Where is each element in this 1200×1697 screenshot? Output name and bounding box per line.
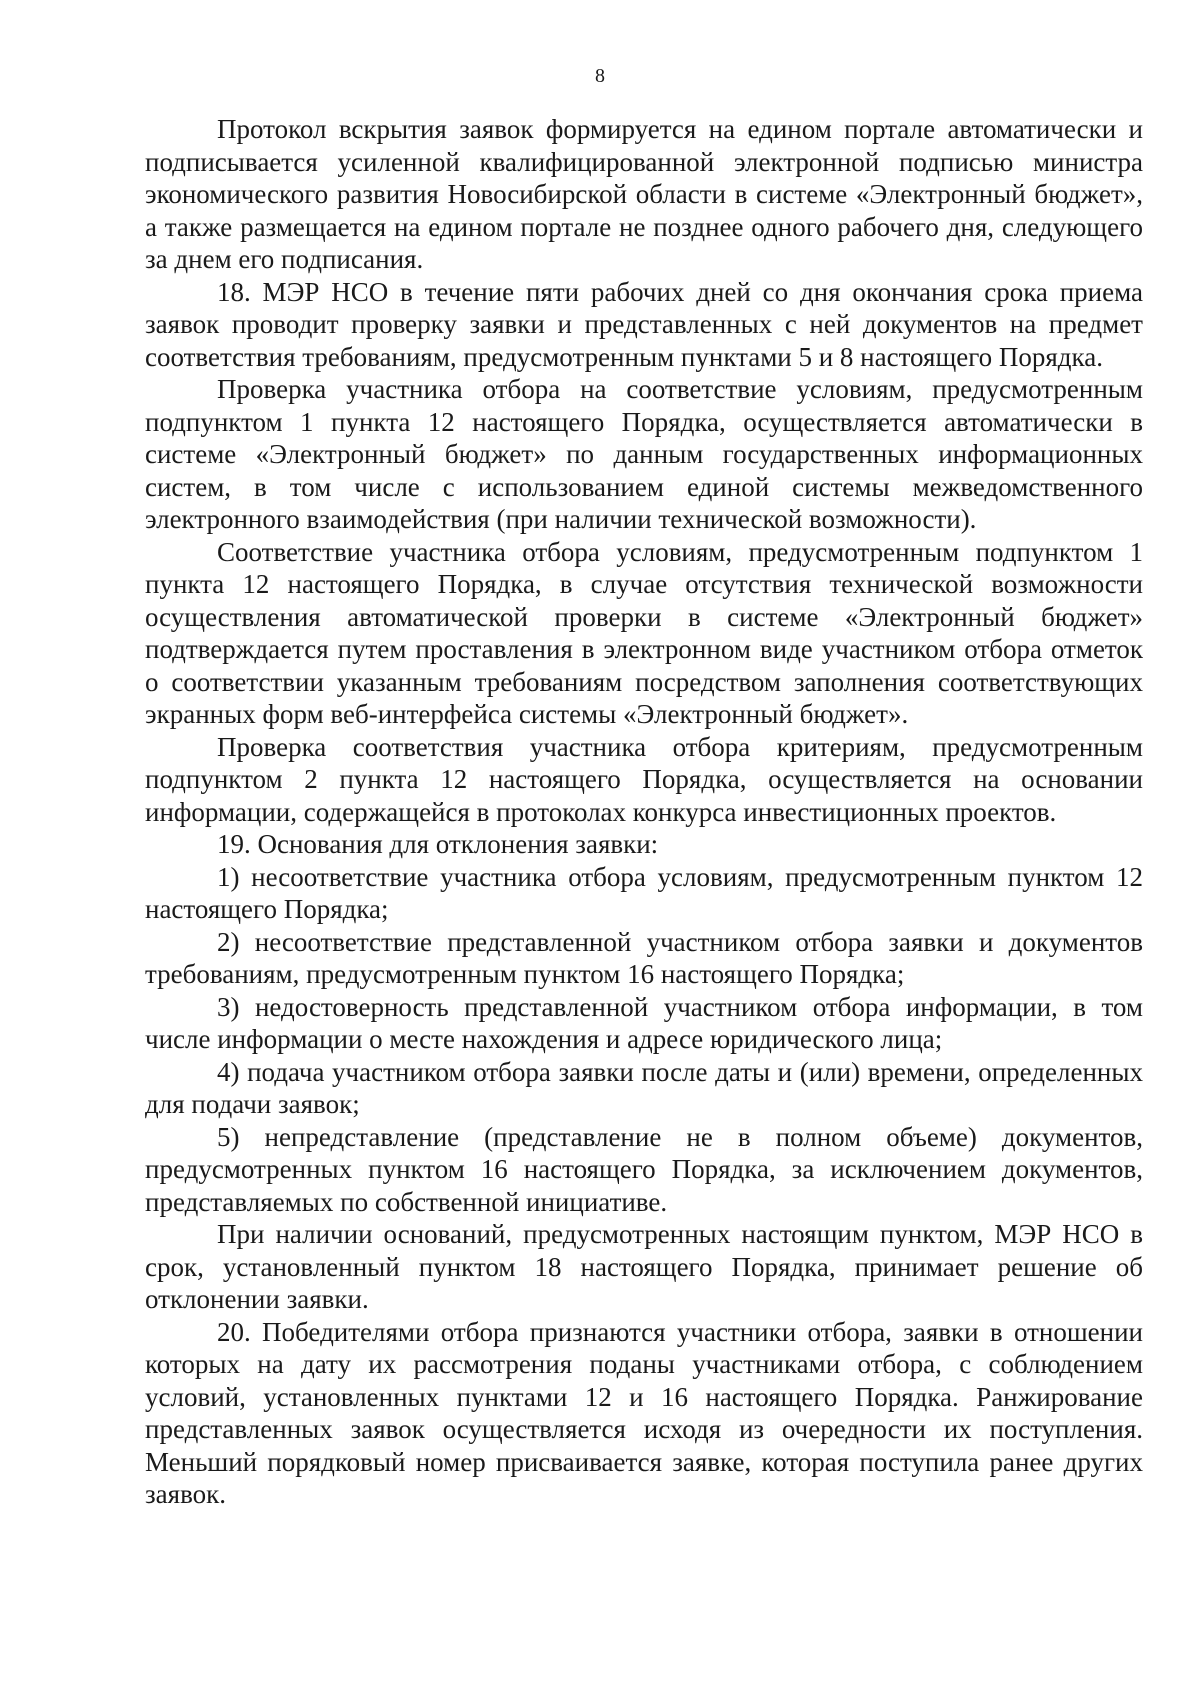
page-number: 8 — [595, 65, 605, 87]
paragraph-item-19: 19. Основания для отклонения заявки: — [217, 829, 659, 859]
list-item-4: 4) подача участником отбора заявки после даты и (или) времени, определенных для подачи заявок; — [145, 1056, 1143, 1119]
paragraph-verification-auto: Проверка участника отбора на соответствие условиям, предусмотренным подпунктом 1 пункта 12 настоящего Порядка, осуществляется автоматически в системе «Электронный бюджет» по данным государственных информационных систем, в том числе с использованием единой системы межведомственного электронного взаимодействия (при наличии технической возможности). — [145, 374, 1143, 534]
paragraph-compliance-manual: Соответствие участника отбора условиям, предусмотренным подпунктом 1 пункта 12 настоящего Порядка, в случае отсутствия технической возможности осуществления автоматической проверки в системе «Электронный бюджет» подтверждается путем проставления в электронном виде участником отбора отметок о соответствии указанным требованиям посредством заполнения соответствующих экранных форм веб-интерфейса системы «Электронный бюджет». — [145, 536, 1143, 729]
list-item-1: 1) несоответствие участника отбора условиям, предусмотренным пунктом 12 настоящего Порядка; — [145, 861, 1143, 924]
paragraph-item-20: 20. Победителями отбора признаются участники отбора, заявки в отношении которых на дату их рассмотрения поданы участниками отбора, с соблюдением условий, установленных пунктами 12 и 16 настоящего Порядка. Ранжирование представленных заявок осуществляется исходя из очередности их поступления. Меньший порядковый номер присваивается заявке, которая поступила ранее других заявок. — [145, 1316, 1143, 1509]
paragraph-rejection-decision: При наличии оснований, предусмотренных настоящим пунктом, МЭР НСО в срок, установленный пунктом 18 настоящего Порядка, принимает решение об отклонении заявки. — [145, 1219, 1143, 1314]
document-body — [145, 113, 1143, 1511]
list-item-5: 5) непредставление (представление не в полном объеме) документов, предусмотренных пунктом 16 настоящего Порядка, за исключением документов, представляемых по собственной инициативе. — [145, 1121, 1143, 1217]
list-item-3: 3) недостоверность представленной участником отбора информации, в том числе информации о месте нахождения и адресе юридического лица; — [145, 991, 1143, 1054]
list-item-2: 2) несоответствие представленной участником отбора заявки и документов требованиям, предусмотренным пунктом 16 настоящего Порядка; — [145, 926, 1143, 989]
paragraph-protocol: Протокол вскрытия заявок формируется на едином портале автоматически и подписывается усиленной квалифицированной электронной подписью министра экономического развития Новосибирской области в системе «Электронный бюджет», а также размещается на едином портале не позднее одного рабочего дня, следующего за днем его подписания. — [145, 114, 1143, 274]
paragraph-criteria-check: Проверка соответствия участника отбора критериям, предусмотренным подпунктом 2 пункта 12 настоящего Порядка, осуществляется на основании информации, содержащейся в протоколах конкурса инвестиционных проектов. — [145, 731, 1143, 827]
paragraph-item-18: 18. МЭР НСО в течение пяти рабочих дней со дня окончания срока приема заявок проводит проверку заявки и представленных с ней документов на предмет соответствия требованиям, предусмотренным пунктами 5 и 8 настоящего Порядка. — [145, 276, 1143, 372]
